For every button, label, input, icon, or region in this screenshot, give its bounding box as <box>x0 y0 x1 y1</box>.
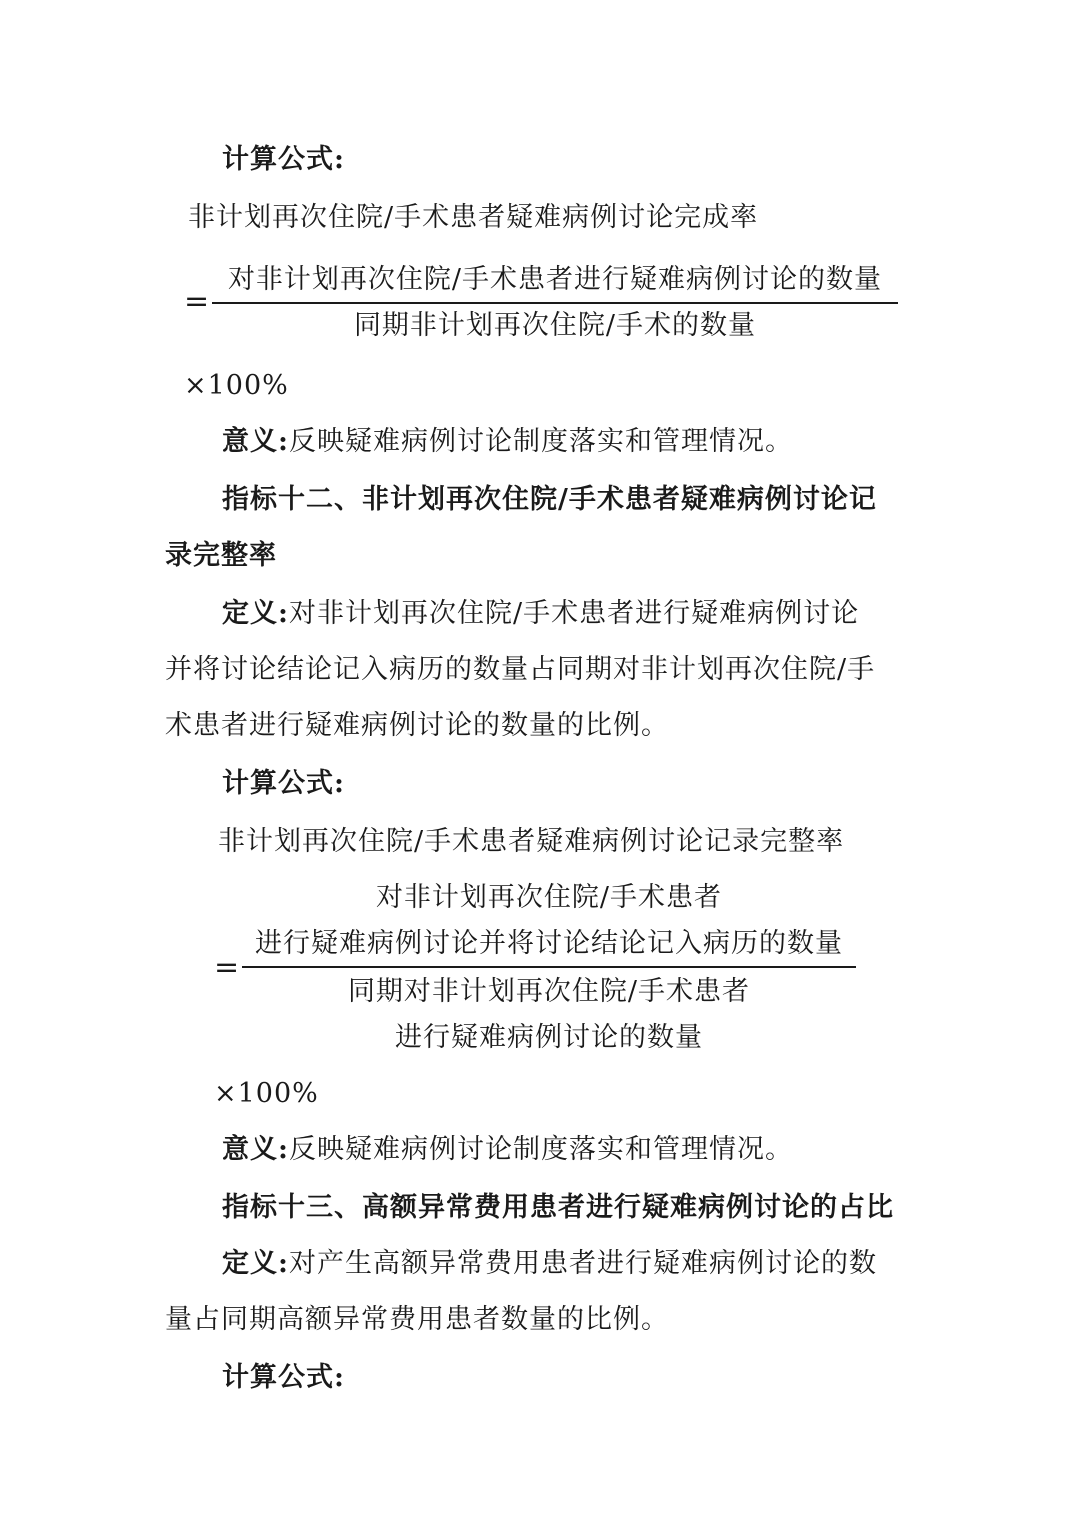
definition-text-line1: 对非计划再次住院/手术患者进行疑难病例讨论 <box>288 598 860 629</box>
times-percent: ×100% <box>214 1078 319 1109</box>
equals-sign: = <box>184 284 210 319</box>
indicator13-title: 指标十三、高额异常费用患者进行疑难病例讨论的占比 <box>222 1192 894 1223</box>
definition-text-line2: 并将讨论结论记入病历的数量占同期对非计划再次住院/手 <box>165 654 876 685</box>
formula-lhs: 非计划再次住院/手术患者疑难病例讨论记录完整率 <box>218 826 845 857</box>
fraction-bar <box>242 966 856 968</box>
meaning-label: 意义: <box>222 1134 289 1165</box>
definition-text-line1: 对产生高额异常费用患者进行疑难病例讨论的数 <box>288 1248 877 1279</box>
fraction-bar <box>212 302 898 304</box>
definition-label: 定义: <box>222 598 289 629</box>
times-percent: ×100% <box>184 370 289 401</box>
meaning-label: 意义: <box>222 426 289 457</box>
meaning-paragraph <box>222 422 793 462</box>
fraction-numerator-line2: 进行疑难病例讨论并将讨论结论记入病历的数量 <box>255 928 843 959</box>
formula-label: 计算公式: <box>222 1362 345 1393</box>
fraction-numerator-line1: 对非计划再次住院/手术患者 <box>375 882 723 913</box>
fraction-denominator: 同期非计划再次住院/手术的数量 <box>353 310 757 341</box>
formula-label: 计算公式: <box>222 768 345 799</box>
meaning-text: 反映疑难病例讨论制度落实和管理情况。 <box>288 1134 793 1165</box>
fraction-numerator: 对非计划再次住院/手术患者进行疑难病例讨论的数量 <box>227 264 883 295</box>
definition-text-line3: 术患者进行疑难病例讨论的数量的比例。 <box>165 710 669 741</box>
formula-lhs: 非计划再次住院/手术患者疑难病例讨论完成率 <box>188 202 759 233</box>
definition-paragraph <box>222 594 859 634</box>
definition-paragraph <box>222 1244 877 1284</box>
indicator12-title-line1: 指标十二、非计划再次住院/手术患者疑难病例讨论记 <box>222 484 877 515</box>
equals-sign: = <box>214 950 240 985</box>
fraction-denominator-line2: 进行疑难病例讨论的数量 <box>395 1022 703 1053</box>
fraction-denominator-line1: 同期对非计划再次住院/手术患者 <box>347 976 751 1007</box>
indicator12-title-line2: 录完整率 <box>165 540 277 571</box>
definition-text-line2: 量占同期高额异常费用患者数量的比例。 <box>165 1304 669 1335</box>
meaning-paragraph <box>222 1130 793 1170</box>
meaning-text: 反映疑难病例讨论制度落实和管理情况。 <box>288 426 793 457</box>
definition-label: 定义: <box>222 1248 289 1279</box>
formula-label: 计算公式: <box>222 144 345 175</box>
